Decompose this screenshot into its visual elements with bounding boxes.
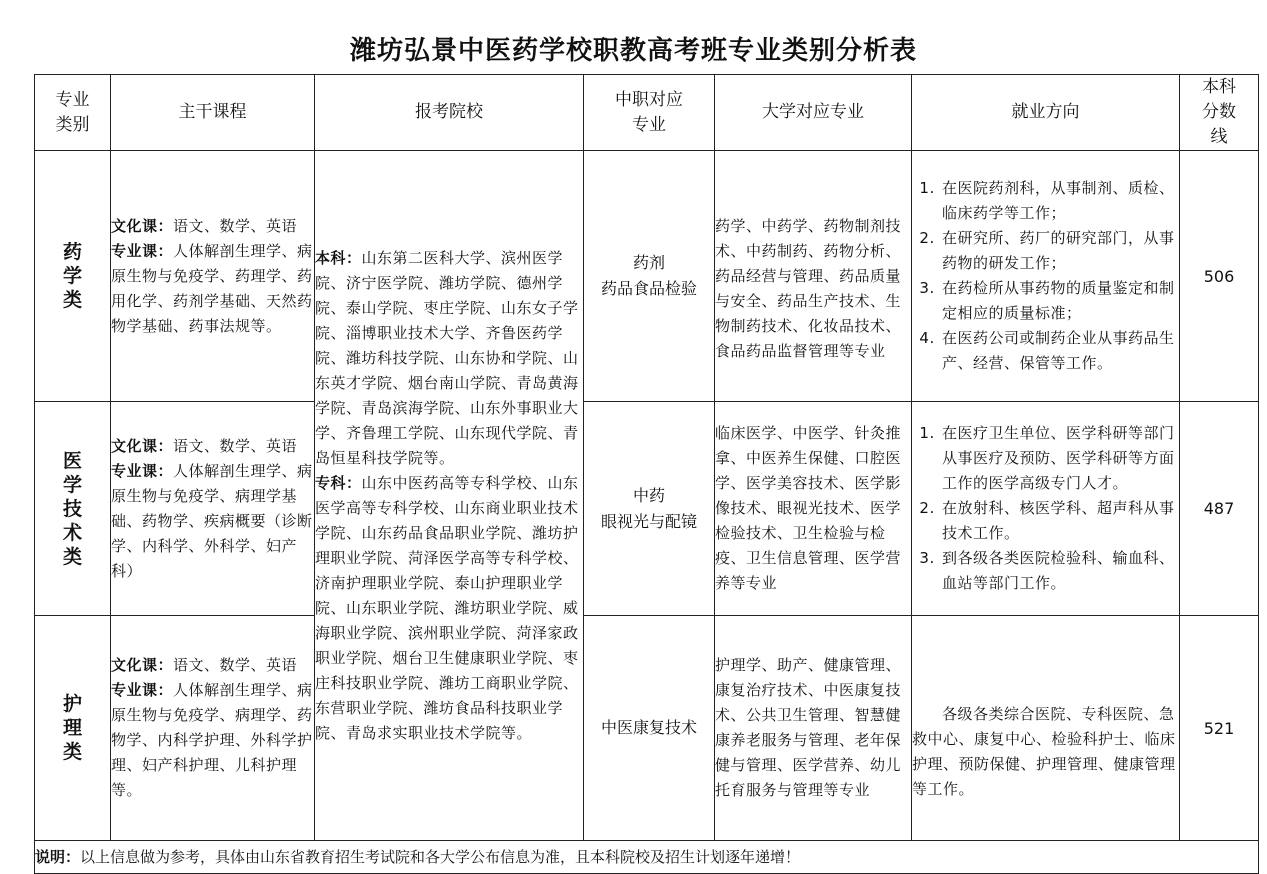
university-cell [715, 616, 912, 841]
vocational-cell [584, 616, 715, 841]
undergrad-label: 本科： [315, 248, 362, 267]
vocational-major: 药剂 [632, 253, 665, 272]
courses-cell [111, 616, 315, 841]
table-row [35, 616, 1259, 841]
note-text: 以上信息做为参考，具体由山东省教育招生考试院和各大学公布信息为准，且本科院校及招生计划逐年递增！ [80, 848, 801, 866]
career-list [912, 176, 1179, 376]
major-label: 专业课： [111, 681, 174, 699]
career-cell [912, 402, 1180, 616]
courses-cell [111, 151, 315, 402]
header-vocational: 中职对应专业 [584, 75, 715, 151]
vocational-cell [584, 151, 715, 402]
vocational-major: 药品食品检验 [600, 279, 697, 298]
vocational-major: 眼视光与配镜 [600, 511, 697, 531]
major-label: 专业课： [111, 241, 174, 260]
table-row [35, 151, 1259, 402]
header-score: 本科分数线 [1180, 75, 1259, 151]
schools-cell [315, 151, 584, 841]
vocational-cell [584, 402, 715, 616]
table-row [35, 402, 1259, 616]
culture-label: 文化课： [111, 216, 174, 235]
culture-label: 文化课： [111, 436, 174, 455]
career-list [912, 421, 1179, 596]
category-cell [35, 151, 111, 402]
courses-cell [111, 402, 315, 616]
vocational-major: 中医康复技术 [600, 718, 697, 737]
list-item: 2. 在放射科、核医学科、超声科从事技术工作。 [940, 496, 1179, 546]
header-schools: 报考院校 [315, 75, 584, 151]
score-cell: 521 [1180, 616, 1259, 841]
career-cell [912, 151, 1180, 402]
junior-label: 专科： [315, 473, 362, 492]
header-category: 专业类别 [35, 75, 111, 151]
university-cell [715, 402, 912, 616]
category-cell [35, 616, 111, 841]
header-courses: 主干课程 [111, 75, 315, 151]
undergrad-schools: 山东第二医科大学、滨州医学院、济宁医学院、潍坊学院、德州学院、泰山学院、枣庄学院、山东女子学院、淄博职业技术大学、齐鲁医药学院、潍坊科技学院、山东协和学院、山东英才学院、烟台南山学院、青岛黄海学院、青岛滨海学院、山东外事职业大学、齐鲁理工学院、山东现代学院、青岛恒星科技学院等。 [315, 248, 579, 467]
note-label: 说明： [35, 848, 81, 866]
university-majors: 药学、中药学、药物制剂技术、中药制药、药物分析、药品经营与管理、药品质量与安全、药品生产技术、生物制药技术、化妆品技术、食品药品监督管理等专业 [715, 217, 902, 360]
header-university: 大学对应专业 [715, 75, 912, 151]
major-courses: 人体解剖生理学、病原生物与免疫学、药理学、药用化学、药剂学基础、天然药物学基础、药事法规等。 [111, 241, 313, 335]
header-row [35, 75, 1259, 151]
list-item: 1. 在医院药剂科，从事制剂、质检、临床药学等工作； [940, 176, 1179, 226]
list-item: 3. 到各级各类医院检验科、输血科、血站等部门工作。 [940, 546, 1179, 596]
page-title: 潍坊弘景中医药学校职教高考班专业类别分析表 [349, 36, 917, 66]
culture-courses: 语文、数学、英语 [173, 216, 298, 235]
score-cell: 487 [1180, 402, 1259, 616]
list-item: 3. 在药检所从事药物的质量鉴定和制定相应的质量标准； [940, 276, 1179, 326]
header-career: 就业方向 [912, 75, 1180, 151]
career-cell [912, 616, 1180, 841]
major-courses: 人体解剖生理学、病原生物与免疫学、病理学基础、药物学、疾病概要（诊断学、内科学、外科学、妇产科） [111, 461, 313, 580]
category-label: 药学类 [62, 241, 82, 311]
career-text: 各级各类综合医院、专科医院、急救中心、康复中心、检验科护士、临床护理、预防保健、护理管理、健康管理等工作。 [912, 705, 1176, 798]
culture-courses: 语文、数学、英语 [173, 436, 298, 455]
university-cell [715, 151, 912, 402]
category-cell [35, 402, 111, 616]
culture-courses: 语文、数学、英语 [173, 656, 298, 674]
culture-label: 文化课： [111, 656, 174, 674]
university-majors: 临床医学、中医学、针灸推拿、中医养生保健、口腔医学、医学美容技术、医学影像技术、眼视光技术、医学检验技术、卫生检验与检疫、卫生信息管理、医学营养等专业 [715, 424, 902, 592]
major-label: 专业课： [111, 461, 174, 480]
score-cell: 506 [1180, 151, 1259, 402]
university-majors: 护理学、助产、健康管理、康复治疗技术、中医康复技术、公共卫生管理、智慧健康养老服务与管理、老年保健与管理、医学营养、幼儿托育服务与管理等专业 [715, 656, 902, 799]
list-item: 1. 在医疗卫生单位、医学科研等部门从事医疗及预防、医学科研等方面工作的医学高级专门人才。 [940, 421, 1179, 496]
major-analysis-table [34, 74, 1259, 874]
category-label: 护理类 [62, 693, 82, 763]
major-courses: 人体解剖生理学、病原生物与免疫学、病理学、药物学、内科学护理、外科学护理、妇产科护理、儿科护理等。 [111, 681, 313, 799]
category-label: 医学技术类 [62, 449, 82, 568]
list-item: 2. 在研究所、药厂的研究部门，从事药物的研发工作； [940, 226, 1179, 276]
vocational-major: 中药 [632, 485, 665, 505]
junior-schools: 山东中医药高等专科学校、山东医学高等专科学校、山东商业职业技术学院、山东药品食品职业学院、潍坊护理职业学院、菏泽医学高等专科学校、济南护理职业学院、泰山护理职业学院、山东职业学院、潍坊职业学院、威海职业学院、滨州职业学院、菏泽家政职业学院、烟台卫生健康职业学院、枣庄科技职业学院、潍坊工商职业学院、东营职业学院、潍坊食品科技职业学院、青岛求实职业技术学院等。 [315, 473, 579, 742]
list-item: 4. 在医药公司或制药企业从事药品生产、经营、保管等工作。 [940, 326, 1179, 376]
